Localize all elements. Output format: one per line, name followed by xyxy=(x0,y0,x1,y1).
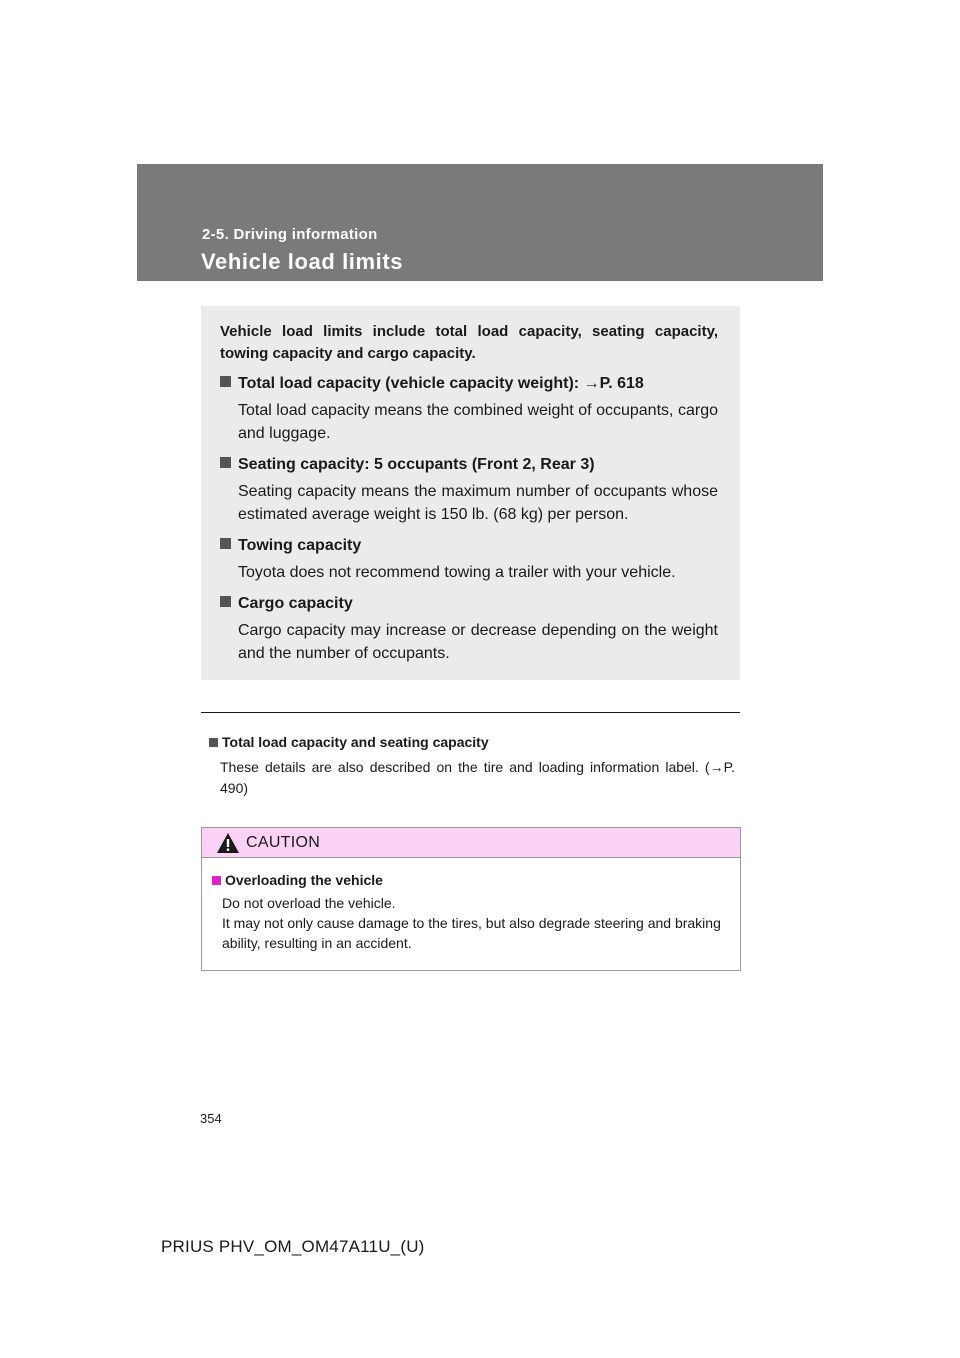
caution-label: CAUTION xyxy=(246,833,321,851)
caution-line: It may not only cause damage to the tires, but also degrade steering and braking ability, resulting in an accident. xyxy=(222,915,721,951)
square-bullet-icon xyxy=(220,376,231,387)
header-band xyxy=(137,164,823,281)
note-body: These details are also described on the tire and loading information label. (→P. 490) xyxy=(220,759,735,796)
caution-header xyxy=(202,828,740,858)
item-heading: Cargo capacity xyxy=(238,595,353,612)
item-heading: Total load capacity (vehicle capacity weight): →P. 618 xyxy=(238,375,644,392)
summary-item-total-load xyxy=(220,373,718,445)
summary-intro: Vehicle load limits include total load capacity, seating capacity, towing capacity and cargo capacity. xyxy=(220,323,718,362)
square-bullet-icon xyxy=(220,596,231,607)
square-bullet-icon xyxy=(220,538,231,549)
square-bullet-icon xyxy=(220,457,231,468)
item-heading: Towing capacity xyxy=(238,537,362,554)
caution-heading: Overloading the vehicle xyxy=(225,872,383,888)
item-body: Toyota does not recommend towing a trailer with your vehicle. xyxy=(238,564,676,581)
caution-box xyxy=(201,827,741,971)
item-heading: Seating capacity: 5 occupants (Front 2, Rear 3) xyxy=(238,456,595,473)
item-body: Seating capacity means the maximum number of occupants whose estimated average weight is 150 lb. (68 kg) per person. xyxy=(238,483,718,523)
summary-item-towing xyxy=(220,535,718,584)
square-bullet-icon xyxy=(209,738,218,747)
page-number: 354 xyxy=(200,1111,222,1126)
note-heading: Total load capacity and seating capacity xyxy=(222,734,489,750)
section-label: 2-5. Driving information xyxy=(202,226,378,243)
page-title: Vehicle load limits xyxy=(201,249,404,274)
square-bullet-icon xyxy=(212,876,221,885)
item-body: Cargo capacity may increase or decrease depending on the weight and the number of occupants. xyxy=(238,622,718,662)
document-code: PRIUS PHV_OM_OM47A11U_(U) xyxy=(161,1237,425,1256)
warning-triangle-icon xyxy=(216,832,240,854)
summary-item-seating xyxy=(220,454,718,526)
item-body: Total load capacity means the combined weight of occupants, cargo and luggage. xyxy=(238,402,718,442)
section-divider xyxy=(201,712,740,713)
summary-box xyxy=(201,306,740,680)
note-section xyxy=(209,733,735,799)
summary-item-cargo xyxy=(220,593,718,665)
caution-line: Do not overload the vehicle. xyxy=(222,895,396,911)
